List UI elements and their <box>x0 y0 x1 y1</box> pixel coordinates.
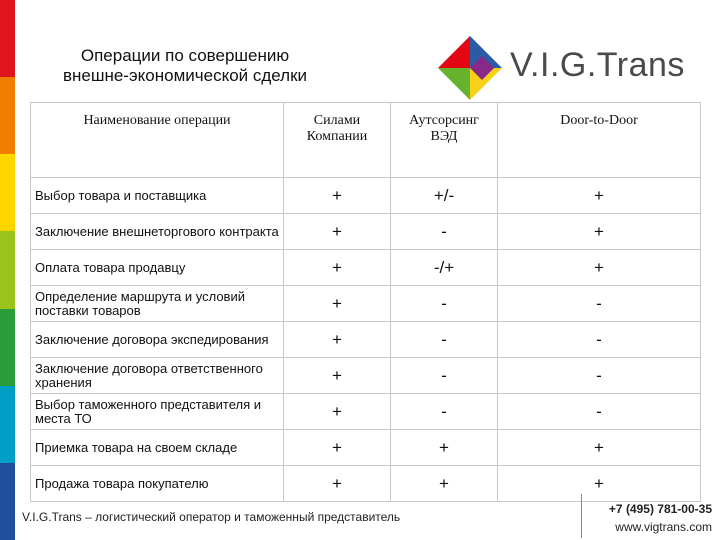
footer-tagline: V.I.G.Trans – логистический оператор и таможенный представитель <box>22 510 401 524</box>
door-to-door-mark-cell: - <box>498 322 701 358</box>
outsourcing-mark-cell: + <box>391 430 498 466</box>
column-header-operation: Наименование операции <box>31 103 284 178</box>
footer-phone: +7 (495) 781-00-35 <box>608 502 712 516</box>
outsourcing-mark-cell: + <box>391 466 498 502</box>
company-logo-text: V.I.G.Trans <box>510 46 685 84</box>
operation-name-cell: Выбор товара и поставщика <box>31 178 284 214</box>
color-stripe-segment <box>0 386 15 463</box>
door-to-door-mark-cell: - <box>498 358 701 394</box>
door-to-door-mark-cell: + <box>498 178 701 214</box>
table-row <box>31 286 701 322</box>
page-title-line-1: Операции по совершению <box>80 46 290 65</box>
company-mark-cell: + <box>284 358 391 394</box>
operation-name-cell: Заключение внешнеторгового контракта <box>31 214 284 250</box>
color-stripe-segment <box>0 77 15 154</box>
table-row <box>31 178 701 214</box>
color-stripe-segment <box>0 0 15 77</box>
outsourcing-mark-cell: - <box>391 214 498 250</box>
company-mark-cell: + <box>284 286 391 322</box>
company-mark-cell: + <box>284 250 391 286</box>
table-row <box>31 430 701 466</box>
operation-name-cell: Приемка товара на своем складе <box>31 430 284 466</box>
outsourcing-mark-cell: +/- <box>391 178 498 214</box>
outsourcing-mark-cell: - <box>391 286 498 322</box>
page-title <box>30 46 340 86</box>
company-mark-cell: + <box>284 322 391 358</box>
column-header-door-to-door: Door-to-Door <box>498 103 701 178</box>
table-row <box>31 322 701 358</box>
door-to-door-mark-cell: + <box>498 214 701 250</box>
company-mark-cell: + <box>284 430 391 466</box>
table-row <box>31 466 701 502</box>
outsourcing-mark-cell: - <box>391 322 498 358</box>
company-mark-cell: + <box>284 214 391 250</box>
operation-name-cell: Определение маршрута и условий поставки товаров <box>31 286 284 322</box>
table-row <box>31 214 701 250</box>
operation-name-cell: Продажа товара покупателю <box>31 466 284 502</box>
footer-divider <box>581 494 582 538</box>
color-stripe <box>0 0 15 540</box>
operation-name-cell: Выбор таможенного представителя и места ТО <box>31 394 284 430</box>
operations-table <box>30 102 701 502</box>
company-mark-cell: + <box>284 466 391 502</box>
door-to-door-mark-cell: - <box>498 394 701 430</box>
color-stripe-segment <box>0 231 15 308</box>
table-row <box>31 394 701 430</box>
table-row <box>31 250 701 286</box>
operation-name-cell: Заключение договора экспедирования <box>31 322 284 358</box>
color-stripe-segment <box>0 309 15 386</box>
door-to-door-mark-cell: + <box>498 466 701 502</box>
table-header-row <box>31 103 701 178</box>
door-to-door-mark-cell: + <box>498 430 701 466</box>
footer-contacts <box>588 500 712 536</box>
table-row <box>31 358 701 394</box>
door-to-door-mark-cell: + <box>498 250 701 286</box>
color-stripe-segment <box>0 463 15 540</box>
door-to-door-mark-cell: - <box>498 286 701 322</box>
footer-website-link[interactable]: www.vigtrans.com <box>615 520 712 534</box>
column-header-company: Силами Компании <box>284 103 391 178</box>
outsourcing-mark-cell: - <box>391 358 498 394</box>
operation-name-cell: Оплата товара продавцу <box>31 250 284 286</box>
operation-name-cell: Заключение договора ответственного хранения <box>31 358 284 394</box>
page-title-line-2: внешне-экономической сделки <box>62 66 308 85</box>
outsourcing-mark-cell: -/+ <box>391 250 498 286</box>
column-header-outsourcing: Аутсорсинг ВЭД <box>391 103 498 178</box>
outsourcing-mark-cell: - <box>391 394 498 430</box>
table-body <box>31 178 701 502</box>
company-mark-cell: + <box>284 178 391 214</box>
company-mark-cell: + <box>284 394 391 430</box>
color-stripe-segment <box>0 154 15 231</box>
